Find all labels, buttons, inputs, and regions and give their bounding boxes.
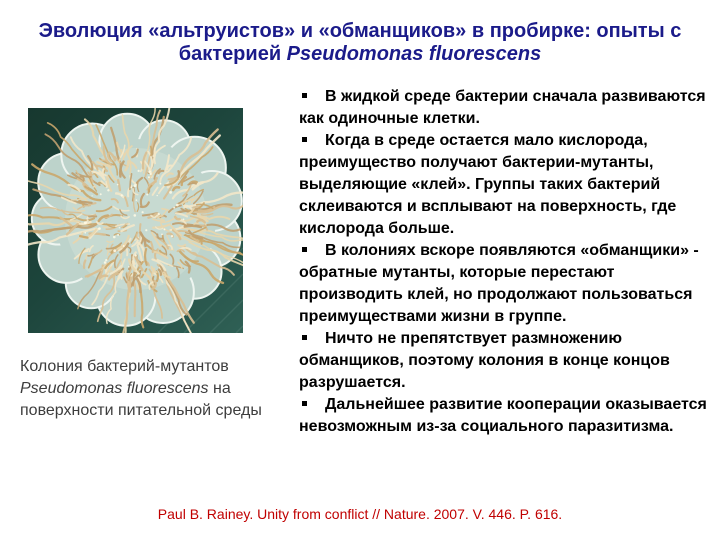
literature-reference: Paul B. Rainey. Unity from conflict // Nature. 2007. V. 446. P. 616. (157, 506, 563, 522)
title-line1: Эволюция «альтруистов» и «обманщиков» в пробирке: опыты с (38, 20, 682, 42)
bullet-item: Дальнейшее развитие кооперации оказывается невозможным из-за социального паразитизма. (299, 394, 719, 438)
colony-photo (28, 108, 243, 333)
caption-line1: Колония бактерий-мутантов (20, 358, 229, 375)
bullet-item: В колониях вскоре появляются «обманщики» - обратные мутанты, которые перестают производить клей, но продолжают пользоваться преимуществами жизни в группе. (299, 240, 719, 328)
caption-species-name: Pseudomonas fluorescens (20, 380, 209, 397)
bullet-item: Когда в среде остается мало кислорода, преимущество получают бактерии-мутанты, выделяющие «клей». Группы таких бактерий склеиваются и всплывают на поверхность, где кислорода больше. (299, 130, 719, 240)
slide-title (0, 20, 720, 66)
title-line2-prefix: бактерией (178, 43, 287, 65)
caption-line3: поверхности питательной среды (20, 402, 262, 419)
title-species-name: Pseudomonas fluorescens (286, 43, 542, 65)
bullet-list (299, 86, 719, 438)
bullet-item: Ничто не препятствует размножению обманщиков, поэтому колония в конце концов разрушается. (299, 328, 719, 394)
bullet-item: В жидкой среде бактерии сначала развиваются как одиночные клетки. (299, 86, 719, 130)
photo-caption (20, 356, 295, 422)
bacterial-colony-illustration (28, 108, 243, 333)
caption-line2-rest: на (208, 380, 231, 397)
